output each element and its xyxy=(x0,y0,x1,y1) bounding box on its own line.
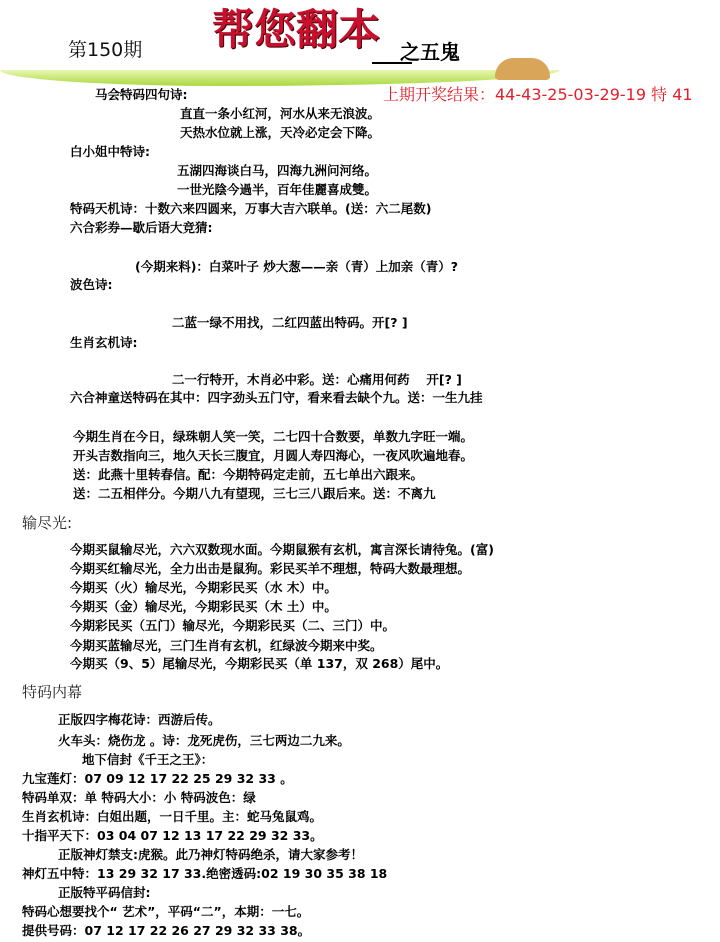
text-line: 今期买（9、5）尾输尽光，今期彩民买（单 137，双 268）尾中。 xyxy=(70,656,449,671)
section-heading: 特码内幕 xyxy=(22,683,83,701)
cartoon-house-decoration xyxy=(495,58,550,80)
page-subtitle: 之五鬼 xyxy=(400,40,460,64)
text-line: 二一行特开，木肖必中彩。送：心痛用何药 开[? ] xyxy=(172,372,462,387)
last-result: 上期开奖结果：44-43-25-03-29-19 特 41 xyxy=(383,85,693,104)
text-line: 正版神灯禁支:虎猴。此乃神灯特码绝杀，请大家参考！ xyxy=(58,847,363,862)
text-line: 波色诗: xyxy=(70,277,113,292)
text-line: 神灯五中特：13 29 32 17 33.绝密透码:02 19 30 35 38 18 xyxy=(22,866,388,881)
text-line: 开头吉数指向三，地久天长三腹宜，月圆人寿四海心，一夜风吹遍地春。 xyxy=(73,448,474,463)
text-line: 马会特码四句诗: xyxy=(95,87,188,102)
text-line: 生肖玄机诗: xyxy=(70,335,138,350)
text-line: 提供号码：07 12 17 22 26 27 29 32 33 38。 xyxy=(22,923,311,938)
text-line: 正版特平码信封: xyxy=(58,885,151,900)
text-line: 二蓝一绿不用找，二红四蓝出特码。开[? ] xyxy=(172,315,408,330)
text-line: 今期买蓝输尽光，三门生肖有玄机，红绿波今期来中奖。 xyxy=(70,638,383,653)
text-line: 特码单双：单 特码大小：小 特码波色：绿 xyxy=(22,790,256,805)
text-line: 一世光陰今過半，百年佳麗喜成雙。 xyxy=(177,182,378,197)
text-line: 九宝莲灯：07 09 12 17 22 25 29 32 33 。 xyxy=(22,771,293,786)
grass-banner xyxy=(0,70,560,86)
issue-number: 第150期 xyxy=(68,39,143,61)
text-line: 特码心想要找个“ 艺术”，平码“二”，本期：一七。 xyxy=(22,904,310,919)
text-line: 直直一条小红河，河水从来无浪波。 xyxy=(180,106,381,121)
text-line: 正版四字梅花诗：西游后传。 xyxy=(58,712,221,727)
text-line: 火车头：烧伤龙 。诗：龙死虎伤，三七两边二九来。 xyxy=(58,733,350,748)
text-line: 白小姐中特诗: xyxy=(70,144,150,159)
text-line: 今期买（火）输尽光，今期彩民买（水 木）中。 xyxy=(70,580,337,595)
text-line: 特码天机诗：十数六来四圆来，万事大吉六联单。(送：六二尾数) xyxy=(70,201,432,216)
text-line: 天热水位就上涨，天冷必定会下降。 xyxy=(180,125,381,140)
page-title: 帮您翻本 xyxy=(212,5,381,54)
section-heading: 输尽光: xyxy=(22,514,73,532)
text-line: 生肖玄机诗：白姐出题，一日千里。主：蛇马兔鼠鸡。 xyxy=(22,809,323,824)
text-line: 地下信封《千王之王》： xyxy=(82,752,214,767)
text-line: (今期来料)：白菜叶子 炒大葱——亲（青）上加亲（青）? xyxy=(135,259,459,274)
text-line: 今期买鼠输尽光，六六双数现水面。今期鼠猴有玄机，寓言深长请待兔。(富) xyxy=(70,542,494,557)
text-line: 六合彩券—歇后语大竞猜: xyxy=(70,220,213,235)
text-line: 今期彩民买（五门）输尽光，今期彩民买（二、三门）中。 xyxy=(70,618,396,633)
text-line: 今期买红输尽光，全力出击是鼠狗。彩民买羊不理想，特码大数最理想。 xyxy=(70,561,471,576)
text-line: 十指平天下：03 04 07 12 13 17 22 29 32 33。 xyxy=(22,828,323,843)
text-line: 今期生肖在今日，绿珠朝人笑一笑，二七四十合数要，单数九字旺一端。 xyxy=(73,429,474,444)
text-line: 今期买（金）输尽光，今期彩民买（木 土）中。 xyxy=(70,599,337,614)
text-line: 送：此燕十里转春信。配：今期特码定走前，五七单出六跟来。 xyxy=(73,467,424,482)
text-line: 送：二五相伴分。今期八九有望现，三七三八跟后来。送：不离九 xyxy=(73,486,436,501)
text-line: 五湖四海谈白马，四海九洲问河络。 xyxy=(177,163,378,178)
text-line: 六合神童送特码在其中：四字劲头五门守，看来看去缺个九。送：一生九挂 xyxy=(70,390,483,405)
